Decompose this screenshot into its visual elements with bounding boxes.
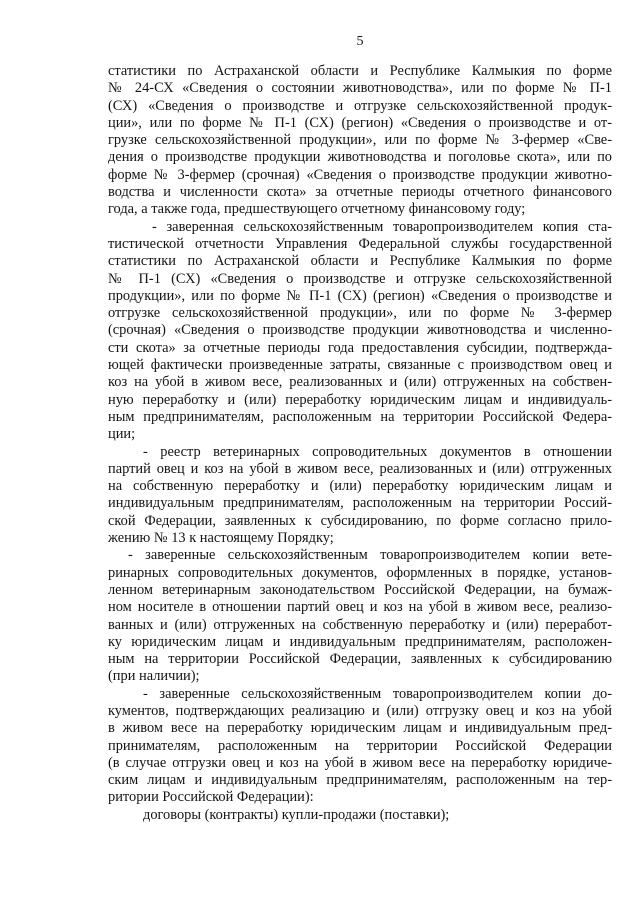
text-line: (в случае отгрузки овец и коз на убой в живом весе на переработку юридиче- [108,754,612,771]
text-line: в живом весе на переработку юридическим лицам и индивидуальным пред- [108,720,612,737]
text-line: № П-1 (СХ) «Сведения о производстве и отгрузке сельскохозяйственной [108,270,612,287]
text-line: ции», или по форме № П-1 (СХ) (регион) «Сведения о производстве и от- [108,114,612,131]
paragraph [108,547,612,685]
text-line: - заверенные сельскохозяйственным товаропроизводителем копии вете- [128,547,612,564]
text-line: партий овец и коз на убой в живом весе, реализованных и (или) отгруженных [108,460,612,477]
text-line: отгрузке сельскохозяйственной продукции», или по форме № 3-фермер [108,305,612,322]
text-line: ном носителе в отношении партий овец и коз на убой в живом весе, реализо- [108,599,612,616]
text-line: водства и численности скота» за отчетные периоды отчетного финансового [108,184,612,201]
text-line: ским лицам и индивидуальным предпринимателям, расположенным на тер- [108,772,612,789]
text-line: ную переработку и (или) переработку юридическим лицам и индивидуаль- [108,391,612,408]
text-line: - реестр ветеринарных сопроводительных документов в отношении [143,443,612,460]
text-line: № 24-СХ «Сведения о состоянии животноводства», или по форме № П-1 [108,80,612,97]
paragraph [108,686,612,807]
text-line: ку юридическим лицам и индивидуальным предпринимателям, расположен- [108,633,612,650]
text-line: дения о производстве продукции животноводства и поголовье скота», или по [108,149,612,166]
text-line: индивидуальным предпринимателям, расположенным на территории Россий- [108,495,612,512]
text-line: ванных и (или) отгруженных на собственную переработку и (или) переработ- [108,616,612,633]
text-line: форме № 3-фермер (срочная) «Сведения о производстве продукции животно- [108,166,612,183]
text-line: статистики по Астраханской области и Республике Калмыкия по форме [108,63,612,79]
text-line: ным предпринимателям, расположенным на территории Российской Федера- [108,408,612,425]
text-line: года, а также года, предшествующего отчетному финансовому году; [108,201,526,218]
text-line: - заверенная сельскохозяйственным товаропроизводителем копия ста- [152,218,612,235]
text-line: тистической отчетности Управления Федеральной службы государственной [108,235,612,252]
text-line: жению № 13 к настоящему Порядку; [108,530,334,547]
text-line: (при наличии); [108,668,200,685]
text-line: сти скота» за отчетные периоды года предоставления субсидии, подтвержда- [108,339,612,356]
document-body [108,63,612,824]
text-line: ской Федерации, заявленных к субсидированию, по форме согласно прило- [108,512,612,529]
text-line: ритории Российской Федерации): [108,789,314,806]
paragraph [108,444,612,548]
text-line: ленном ветеринарным законодательством Российской Федерации, на бумаж- [108,581,612,598]
page-number: 5 [356,34,364,49]
text-line: (срочная) «Сведения о производстве продукции животноводства и численно- [108,322,612,339]
paragraph [108,63,612,219]
text-line: на собственную переработку и (или) переработку юридическим лицам и [108,478,612,495]
text-line: ным на территории Российской Федерации, заявленных к субсидированию [108,651,612,668]
text-line: грузке сельскохозяйственной продукции», или по форме № 3-фермер «Све- [108,132,612,149]
text-line: ющей фактически произведенные затраты, связанные с производством овец и [108,357,612,374]
paragraph [108,219,612,444]
text-line: договоры (контракты) купли-продажи (поставки); [143,806,450,823]
text-line: ции; [108,426,136,443]
paragraph [108,807,612,824]
text-line: продукции», или по форме № П-1 (СХ) (регион) «Сведения о производстве и [108,287,612,304]
text-line: принимателям, расположенным на территории Российской Федерации [108,737,612,754]
text-line: кументов, подтверждающих реализацию и (или) отгрузку овец и коз на убой [108,702,612,719]
text-line: (СХ) «Сведения о производстве и отгрузке сельскохозяйственной продук- [108,97,612,114]
text-line: - заверенные сельскохозяйственным товаропроизводителем копии до- [143,685,612,702]
text-line: ринарных сопроводительных документов, оформленных в порядке, установ- [108,564,612,581]
text-line: статистики по Астраханской области и Республике Калмыкия по форме [108,253,612,270]
text-line: коз на убой в живом весе, реализованных и (или) отгруженных на собствен- [108,374,612,391]
